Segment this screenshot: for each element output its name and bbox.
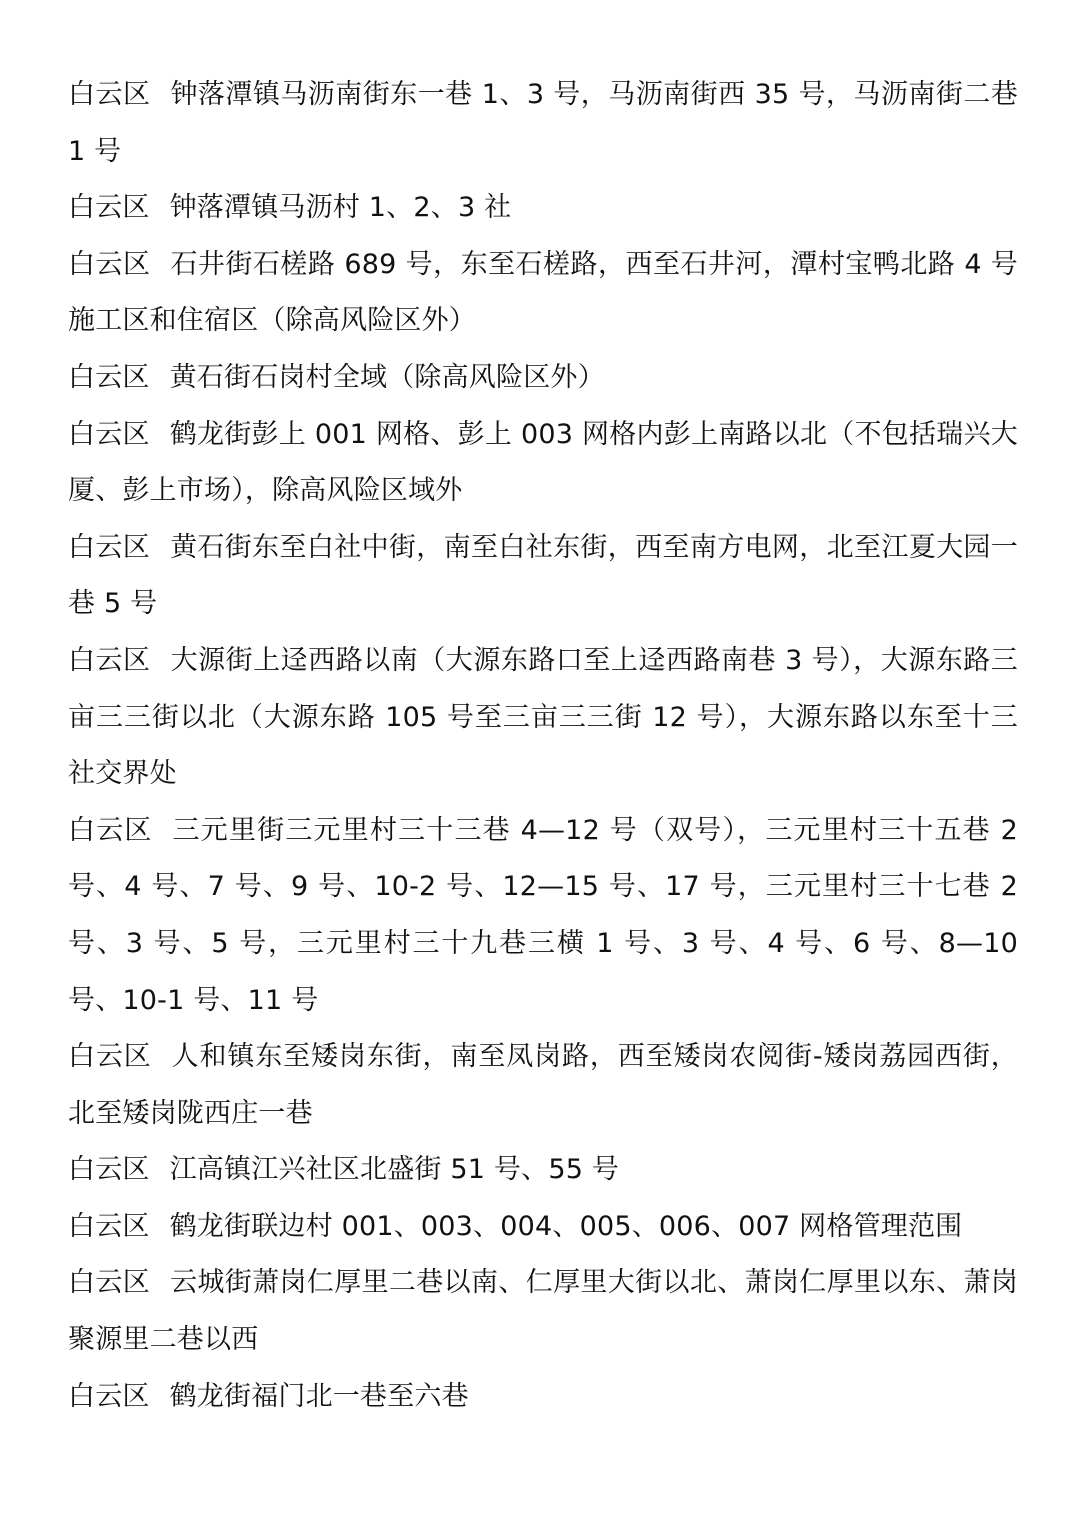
area-entry (68, 1142, 1018, 1199)
area-description: 人和镇东至矮岗东街，南至凤岗路，西至矮岗农阅街-矮岗荔园西街，北至矮岗陇西庄一巷 (68, 1041, 1018, 1129)
area-description: 石井街石槎路 689 号，东至石槎路，西至石井河，潭村宝鸭北路 4 号施工区和住宿区（除高风险区外） (68, 248, 1018, 337)
area-description: 鹤龙街联边村 001、003、004、005、006、007 网格管理范围 (169, 1210, 963, 1242)
area-entry (68, 407, 1018, 520)
area-entry (68, 67, 1018, 180)
district-label: 白云区 (68, 79, 151, 110)
area-entry (68, 520, 1018, 633)
area-description: 云城街萧岗仁厚里二巷以南、仁厚里大街以北、萧岗仁厚里以东、萧岗聚源里二巷以西 (68, 1267, 1018, 1356)
area-description: 江高镇江兴社区北盛街 51 号、55 号 (169, 1154, 620, 1186)
district-label: 白云区 (68, 1267, 151, 1299)
area-description: 钟落潭镇马沥村 1、2、3 社 (169, 192, 512, 224)
area-entry (68, 1199, 1018, 1256)
area-description: 三元里街三元里村三十三巷 4—12 号（双号），三元里村三十五巷 2 号、4 号、7 号、9 号、10-2 号、12—15 号、17 号，三元里村三十七巷 2 号、3 号、5 号，三元里村三十九巷三横 1 号、3 号、4 号、6 号、8—10 号、10-1 号、11 号 (68, 814, 1018, 1016)
area-description: 黄石街石岗村全域（除高风险区外） (169, 361, 605, 393)
document-page (68, 67, 1018, 1425)
district-label: 白云区 (68, 192, 150, 224)
district-label: 白云区 (68, 418, 150, 450)
area-description: 钟落潭镇马沥南街东一巷 1、3 号，马沥南街西 35 号，马沥南街二巷 1 号 (68, 79, 1018, 167)
area-entry (68, 1369, 1018, 1426)
area-entry (68, 803, 1018, 1029)
area-entry (68, 237, 1018, 350)
district-label: 白云区 (68, 814, 153, 846)
district-label: 白云区 (68, 531, 151, 563)
area-entry (68, 1255, 1018, 1368)
area-entry (68, 633, 1018, 803)
area-entry (68, 350, 1018, 407)
area-entry (68, 1029, 1018, 1142)
district-label: 白云区 (68, 1210, 150, 1242)
area-entry (68, 180, 1018, 237)
area-description: 黄石街东至白社中街，南至白社东街，西至南方电网，北至江夏大园一巷 5 号 (68, 531, 1018, 620)
district-label: 白云区 (68, 361, 150, 393)
area-description: 大源街上迳西路以南（大源东路口至上迳西路南巷 3 号），大源东路三亩三三街以北（大源东路 105 号至三亩三三街 12 号），大源东路以东至十三社交界处 (68, 644, 1018, 790)
district-label: 白云区 (68, 1380, 150, 1412)
district-label: 白云区 (68, 1041, 152, 1073)
district-label: 白云区 (68, 248, 151, 280)
area-description: 鹤龙街福门北一巷至六巷 (169, 1380, 469, 1412)
district-label: 白云区 (68, 644, 151, 676)
district-label: 白云区 (68, 1154, 150, 1186)
area-description: 鹤龙街彭上 001 网格、彭上 003 网格内彭上南路以北（不包括瑞兴大厦、彭上市场），除高风险区域外 (68, 418, 1018, 507)
